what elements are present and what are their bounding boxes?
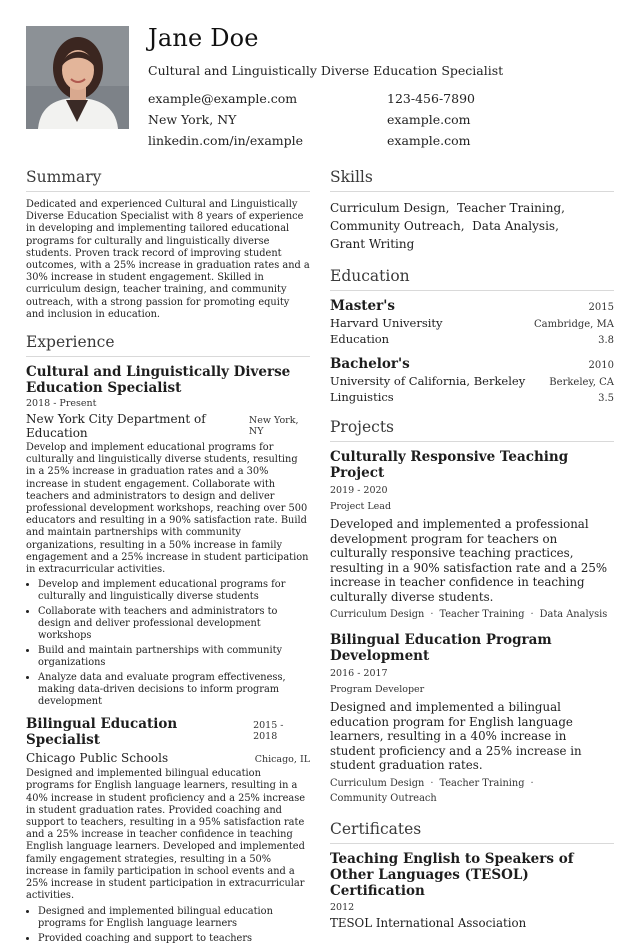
profile-photo — [26, 26, 129, 129]
job-bullet: • Analyze data and evaluate program effectiveness, making data-driven decisions to inform program development — [38, 672, 310, 708]
education-location: Berkeley, CA — [549, 377, 614, 388]
education-location: Cambridge, MA — [533, 319, 614, 330]
certificate-entry — [330, 851, 614, 930]
contact-phone[interactable]: 123-456-7890 — [387, 91, 475, 106]
education-entry — [330, 298, 614, 346]
project-tag: Curriculum Design — [330, 609, 425, 620]
job-title: Bilingual Education Specialist — [26, 716, 178, 749]
project-tags: Curriculum Design · Teacher Training · Community Outreach — [330, 777, 534, 804]
project-entry — [330, 632, 614, 806]
left-column — [26, 168, 310, 948]
skill-item: Data Analysis — [472, 219, 556, 233]
job-title: Cultural and Linguistically Diverse Education Specialist — [26, 364, 291, 397]
skill-item: Community Outreach — [330, 219, 461, 233]
job-bullets — [26, 906, 310, 945]
education-field: Education — [330, 332, 390, 346]
job-bullet: • Provided coaching and support to teachers — [38, 933, 310, 945]
project-title: Bilingual Education Program Development — [330, 632, 552, 664]
project-role: Project Lead — [330, 501, 392, 512]
job-bullet: • Develop and implement educational programs for culturally and linguistically diverse students — [38, 579, 310, 603]
certificate-issuer: TESOL International Association — [330, 915, 527, 930]
project-entry — [330, 449, 614, 622]
education-degree: Master's — [330, 298, 395, 314]
education-entry — [330, 356, 614, 404]
contact-linkedin[interactable]: linkedin.com/in/example — [148, 133, 304, 148]
experience-heading: Experience — [26, 333, 310, 357]
contact-website[interactable]: example.com — [387, 112, 471, 127]
contact-location: New York, NY — [148, 112, 237, 127]
education-school: University of California, Berkeley — [330, 374, 526, 388]
education-field: Linguistics — [330, 390, 394, 404]
job-description: Develop and implement educational programs for culturally and linguistically diverse students, resulting in a 25% increase in graduation rates and a 30% increase in student engagement. Collaborate with teachers and administrators to design and deliver professional development workshops, reaching over 500 educators and resulting in a 90% satisfaction rate. Build and maintain partnerships with community organizations, resulting in a 50% increase in family engagement and a 25% increase in student participation in extracurricular activities. — [26, 442, 309, 576]
skill-item: Curriculum Design — [330, 201, 446, 215]
education-heading: Education — [330, 267, 614, 291]
skills-list: Curriculum Design, Teacher Training, Community Outreach, Data Analysis, Grant Writing — [330, 201, 565, 251]
skill-item: Grant Writing — [330, 237, 415, 251]
job-description: Designed and implemented bilingual education programs for English language learners, resulting in a 40% increase in student proficiency and a 25% increase in student graduation rates. Provided coaching and support to teachers, resulting in a 95% satisfaction rate and a 25% increase in teacher confidence in teaching English language learners. Developed and implemented family engagement strategies, resulting in a 50% increase in family participation in school events and a 25% increase in student participation in extracurricular activities. — [26, 768, 306, 902]
job-location: Chicago, IL — [254, 754, 310, 766]
skills-heading: Skills — [330, 168, 614, 192]
job-location: New York, NY — [248, 415, 299, 438]
certificate-title: Teaching English to Speakers of Other Languages (TESOL) Certification — [330, 850, 574, 899]
projects-heading: Projects — [330, 418, 614, 442]
candidate-name: Jane Doe — [148, 24, 259, 52]
project-dates: 2019 - 2020 — [330, 485, 388, 496]
job-bullet: • Designed and implemented bilingual education programs for English language learners — [38, 906, 310, 930]
job-entry — [26, 716, 310, 944]
project-description: Designed and implemented a bilingual education program for English language learners, resulting in a 40% increase in student proficiency and a 25% increase in student graduation rates. — [330, 700, 582, 772]
summary-text: Dedicated and experienced Cultural and Linguistically Diverse Education Specialist with 8 years of experience in developing and implementing tailored educational programs for culturally and linguistically diverse students. Proven track record of improving student outcomes, with a 25% increase in graduation rates and a 30% increase in student engagement. Skilled in curriculum design, teacher training, and community outreach, with a strong passion for promoting equity and inclusion in education. — [26, 199, 310, 320]
education-gpa: 3.8 — [598, 335, 614, 346]
project-tag: Curriculum Design — [330, 777, 425, 789]
education-year: 2010 — [588, 360, 614, 371]
job-dates: 2015 - 2018 — [253, 720, 284, 743]
job-bullet: • Build and maintain partnerships with community organizations — [38, 645, 310, 669]
job-bullets — [26, 579, 310, 708]
project-dates: 2016 - 2017 — [330, 668, 388, 679]
job-entry — [26, 364, 310, 708]
project-tag: Community Outreach — [330, 792, 437, 804]
project-title: Culturally Responsive Teaching Project — [330, 449, 569, 481]
education-school: Harvard University — [330, 316, 443, 330]
right-column — [330, 168, 614, 930]
contact-email[interactable]: example@example.com — [148, 91, 298, 106]
summary-heading: Summary — [26, 168, 310, 192]
job-bullet: • Collaborate with teachers and administrators to design and deliver professional development workshops — [38, 606, 310, 642]
project-description: Developed and implemented a professional development program for teachers on culturally responsive teaching practices, resulting in a 90% satisfaction rate and a 25% increase in teacher confidence in teaching culturally diverse students. — [330, 517, 608, 604]
job-dates: 2018 - Present — [26, 398, 97, 410]
skill-item: Teacher Training — [457, 201, 562, 215]
project-tag: Data Analysis — [539, 609, 608, 620]
education-degree: Bachelor's — [330, 356, 410, 372]
job-company: New York City Department of Education — [26, 412, 206, 441]
project-tags: Curriculum Design · Teacher Training · Data Analysis — [330, 609, 608, 620]
job-company: Chicago Public Schools — [26, 751, 169, 766]
contact-website-secondary[interactable]: example.com — [387, 133, 471, 148]
project-tag: Teacher Training — [439, 609, 525, 620]
project-tag: Teacher Training — [439, 777, 525, 789]
certificate-year: 2012 — [330, 901, 355, 913]
education-gpa: 3.5 — [598, 393, 614, 404]
certificates-heading: Certificates — [330, 820, 614, 844]
education-year: 2015 — [588, 302, 614, 313]
candidate-headline: Cultural and Linguistically Diverse Education Specialist — [148, 63, 504, 78]
project-role: Program Developer — [330, 684, 425, 695]
